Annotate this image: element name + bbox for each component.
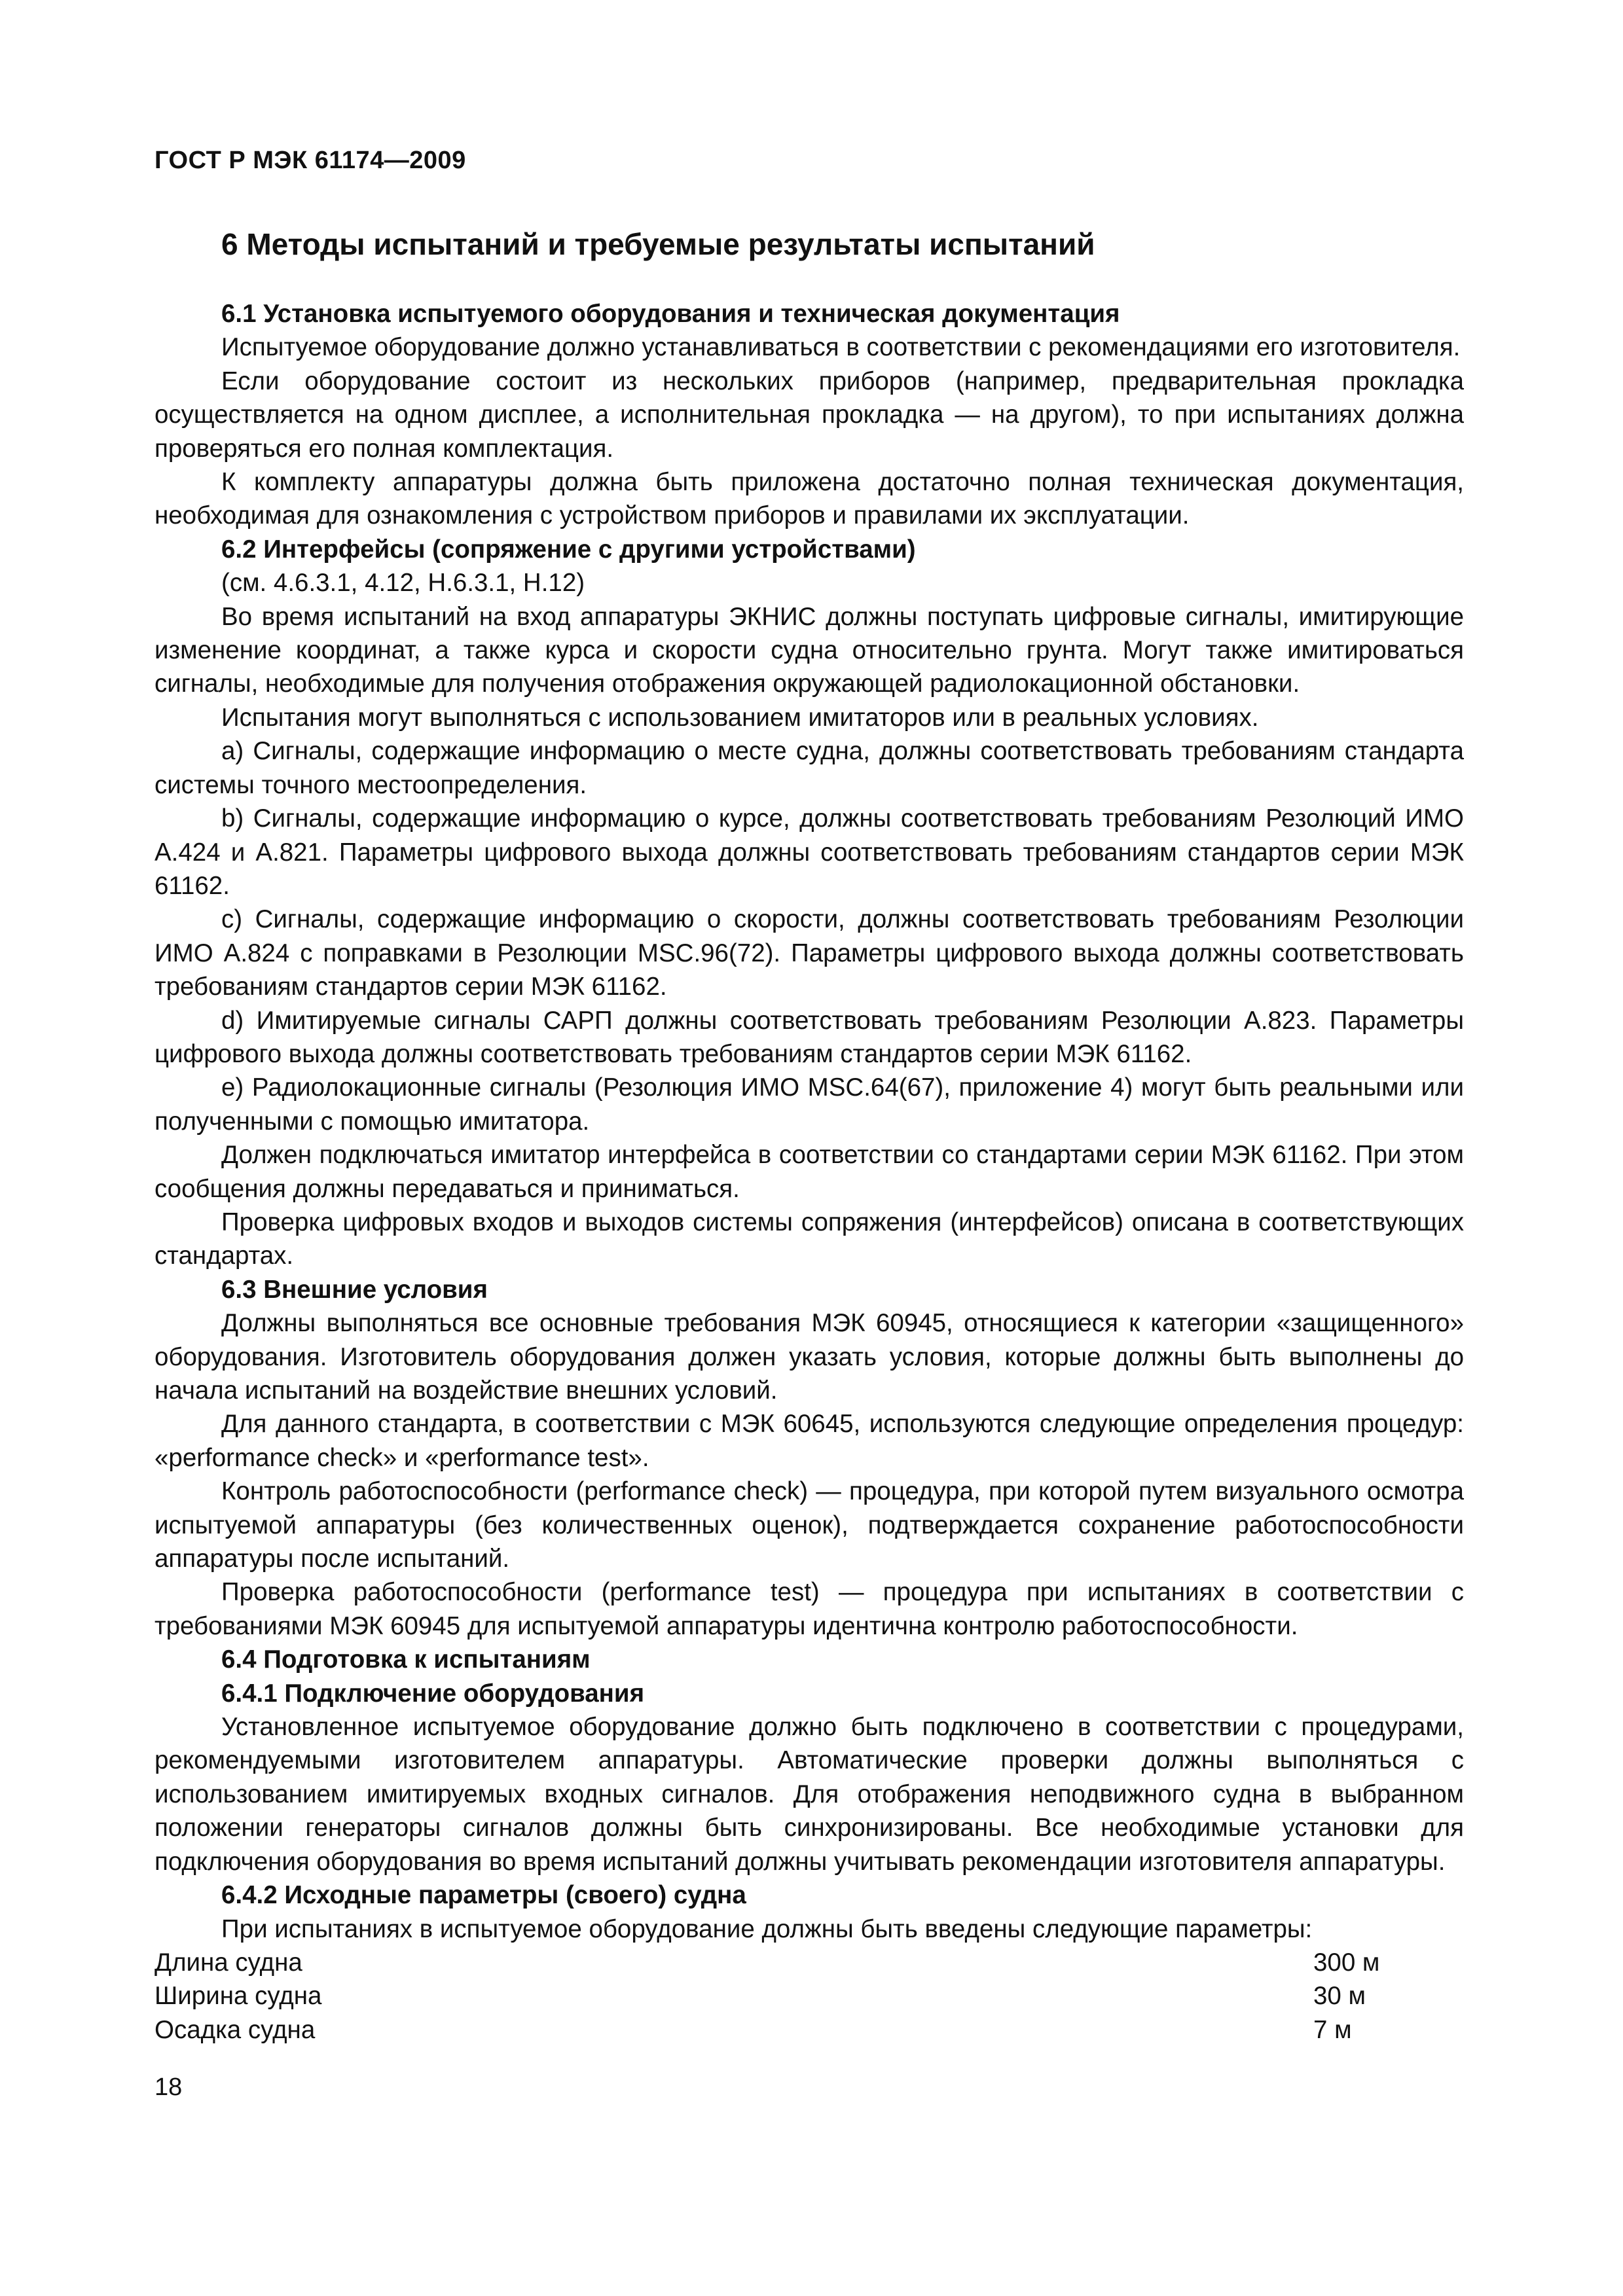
paragraph: c) Сигналы, содержащие информацию о скорости, должны соответствовать требованиям Резолюции ИМО А.824 с поправками в Резолюции MSC.96(72). Параметры цифрового выхода должны соответствовать требованиям стандартов серии МЭК 61162. (155, 905, 1464, 1001)
paragraph: e) Радиолокационные сигналы (Резолюция ИМО MSC.64(67), приложение 4) могут быть реальными или полученными с помощью имитатора. (155, 1073, 1464, 1136)
paragraph: (см. 4.6.3.1, 4.12, Н.6.3.1, Н.12) (221, 569, 585, 598)
parameter-row (155, 1979, 1385, 2013)
subsection-heading: 6.1 Установка испытуемого оборудования и техническая документация (221, 300, 1120, 328)
parameter-row (155, 2013, 1385, 2047)
paragraph: Должны выполняться все основные требования МЭК 60945, относящиеся к категории «защищенного» оборудования. Изготовитель оборудования должен указать условия, которые должны быть выполнены до начала испытаний на воздействие внешних условий. (155, 1309, 1464, 1405)
subsection-heading: 6.2 Интерфейсы (сопряжение с другими устройствами) (221, 535, 916, 564)
paragraph: При испытаниях в испытуемое оборудование должны быть введены следующие параметры: (221, 1914, 1313, 1943)
section-title: 6 Методы испытаний и требуемые результаты испытаний (221, 227, 1095, 261)
ship-parameters-list (155, 1946, 1464, 2047)
paragraph: a) Сигналы, содержащие информацию о месте судна, должны соответствовать требованиям стандарта системы точного местоопределения. (155, 737, 1464, 799)
document-header: ГОСТ Р МЭК 61174—2009 (155, 147, 466, 174)
paragraph: Во время испытаний на вход аппаратуры ЭКНИС должны поступать цифровые сигналы, имитирующие изменение координат, а также курса и скорости судна относительно грунта. Могут также имитироваться сигналы, необходимые для получения отображения окружающей радиолокационной обстановки. (155, 602, 1464, 698)
parameter-value: 300 м (1313, 1948, 1380, 1977)
paragraph-list (155, 297, 1464, 1946)
paragraph: b) Сигналы, содержащие информацию о курсе, должны соответствовать требованиям Резолюций ИМО А.424 и А.821. Параметры цифрового выхода должны соответствовать требованиям стандартов серии МЭК 61162. (155, 804, 1464, 900)
document-body (155, 297, 1464, 2047)
subsection-heading: 6.4.2 Исходные параметры (своего) судна (221, 1881, 746, 1910)
paragraph: Для данного стандарта, в соответствии с МЭК 60645, используются следующие определения процедур: «performance check» и «performance test». (155, 1410, 1464, 1472)
paragraph: К комплекту аппаратуры должна быть приложена достаточно полная техническая документация, необходимая для ознакомления с устройством приборов и правилами их эксплуатации. (155, 468, 1464, 530)
parameter-label: Ширина судна (155, 1982, 322, 2011)
paragraph: Если оборудование состоит из нескольких приборов (например, предварительная прокладка осуществляется на одном дисплее, а исполнительная прокладка — на другом), то при испытаниях должна проверяться его полная комплектация. (155, 367, 1464, 463)
parameter-row (155, 1946, 1385, 1979)
parameter-value: 7 м (1313, 2015, 1352, 2044)
subsection-heading: 6.4.1 Подключение оборудования (221, 1679, 645, 1708)
paragraph: Установленное испытуемое оборудование должно быть подключено в соответствии с процедурами, рекомендуемыми изготовителем аппаратуры. Автоматические проверки должны выполняться с использованием имитируемых входных сигналов. Для отображения неподвижного судна в выбранном положении генераторы сигналов должны быть синхронизированы. Все необходимые установки для подключения оборудования во время испытаний должны учитывать рекомендации изготовителя аппаратуры. (155, 1713, 1464, 1876)
paragraph: Проверка работоспособности (performance test) — процедура при испытаниях в соответствии с требованиями МЭК 60945 для испытуемой аппаратуры идентична контролю работоспособности. (155, 1578, 1464, 1640)
paragraph: Проверка цифровых входов и выходов системы сопряжения (интерфейсов) описана в соответствующих стандартах. (155, 1208, 1464, 1270)
paragraph: Контроль работоспособности (performance check) — процедура, при которой путем визуального осмотра испытуемой аппаратуры (без количественных оценок), подтверждается сохранение работоспособности аппаратуры после испытаний. (155, 1477, 1464, 1573)
page-number: 18 (155, 2073, 183, 2101)
parameter-label: Осадка судна (155, 2015, 316, 2044)
paragraph: d) Имитируемые сигналы САРП должны соответствовать требованиям Резолюции А.823. Параметры цифрового выхода должны соответствовать требованиям стандартов серии МЭК 61162. (155, 1006, 1464, 1068)
subsection-heading: 6.4 Подготовка к испытаниям (221, 1645, 591, 1674)
subsection-heading: 6.3 Внешние условия (221, 1275, 488, 1304)
paragraph: Должен подключаться имитатор интерфейса в соответствии со стандартами серии МЭК 61162. При этом сообщения должны передаваться и приниматься. (155, 1141, 1464, 1203)
paragraph: Испытуемое оборудование должно устанавливаться в соответствии с рекомендациями его изготовителя. (221, 333, 1461, 362)
parameter-label: Длина судна (155, 1948, 302, 1977)
parameter-value: 30 м (1313, 1982, 1366, 2011)
paragraph: Испытания могут выполняться с использованием имитаторов или в реальных условиях. (221, 703, 1259, 732)
